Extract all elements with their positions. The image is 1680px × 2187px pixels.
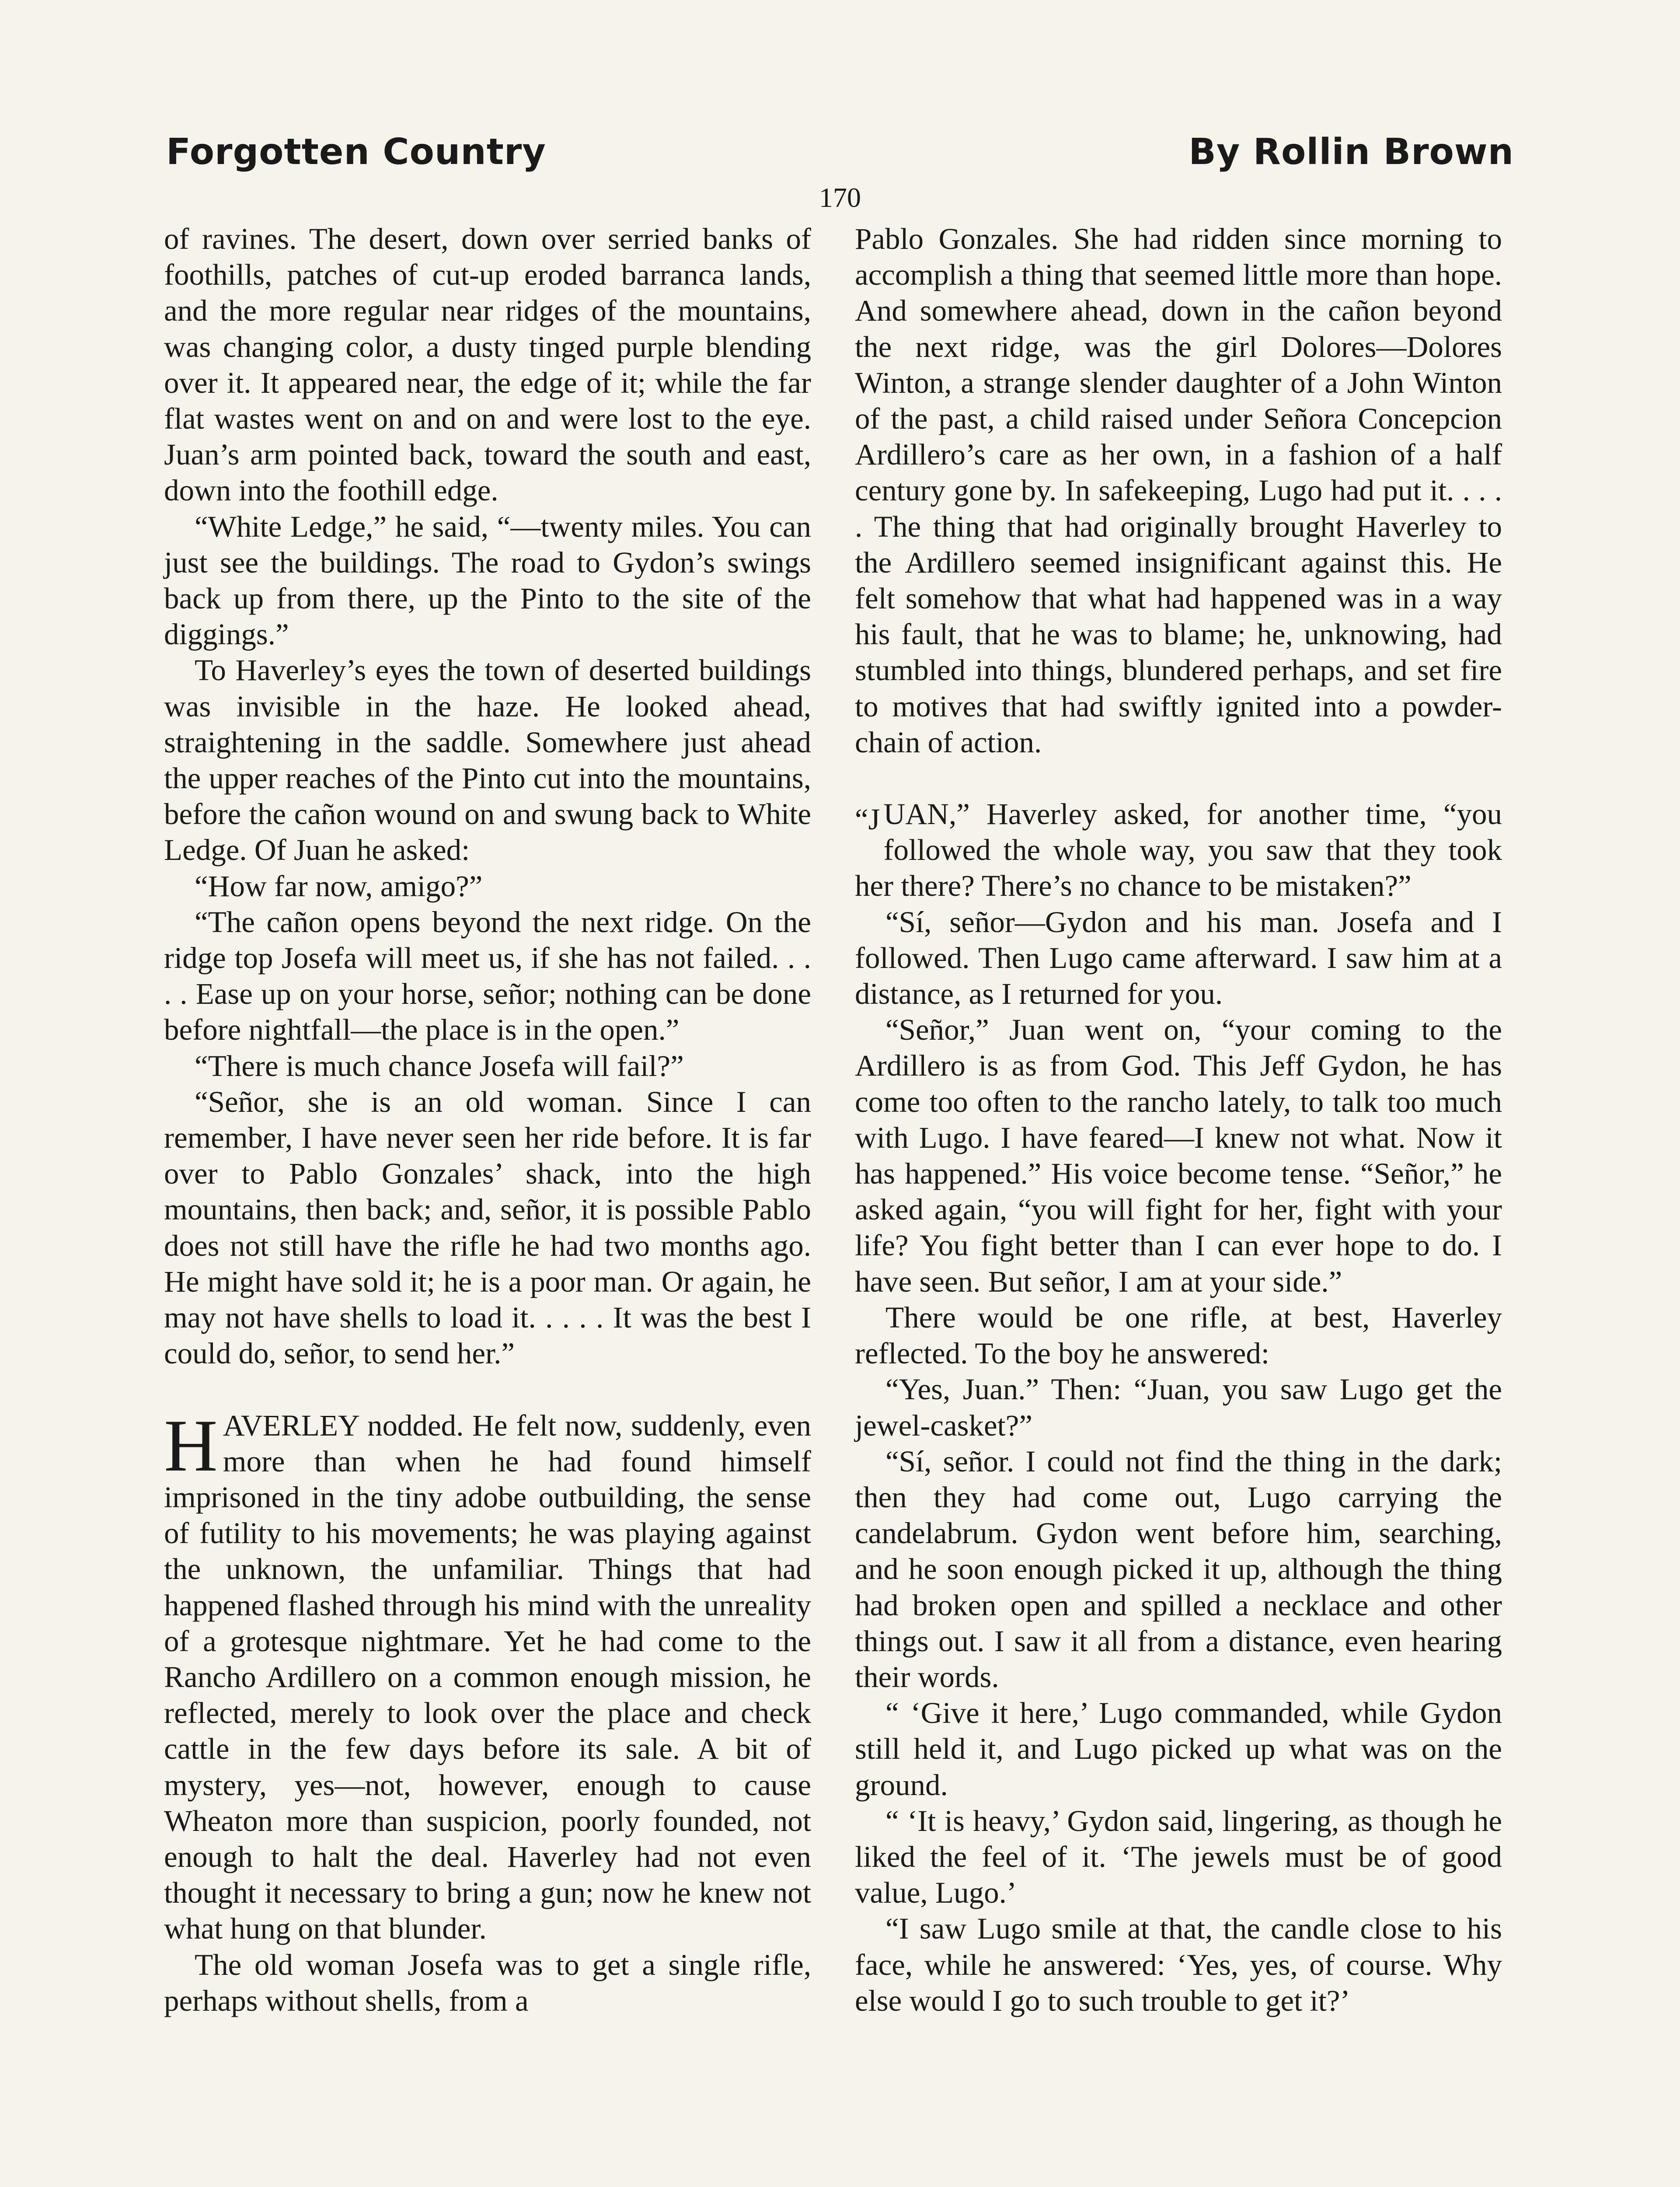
page-number: 170 [819, 182, 861, 213]
paragraph: of ravines. The desert, down over serried banks of foothills, patches of cut-up eroded barranca lands, and the more regular near ridges of the mountains, was changing color, a dusty tinged purple blending over it. It appeared near, the edge of it; while the far flat wastes went on and on and were lost to the eye. Juan’s arm pointed back, toward the south and east, down into the foothill edge. [164, 222, 811, 507]
section-text: UAN,” Haverley asked, for another time, “you followed the whole way, you saw that they took her there? There’s no chance to be mistaken?” [855, 797, 1502, 903]
paragraph: “Yes, Juan.” Then: “Juan, you saw Lugo get the jewel-casket?” [855, 1373, 1502, 1442]
paragraph: “White Ledge,” he said, “—twenty miles. You can just see the buildings. The road to Gydon’s swings back up from there, up the Pinto to the site of the diggings.” [164, 510, 811, 651]
left-column [164, 221, 811, 2019]
paragraph: “ ‘It is heavy,’ Gydon said, lingering, as though he liked the feel of it. ‘The jewels must be of good value, Lugo.’ [855, 1804, 1502, 1910]
section-paragraph [164, 1404, 811, 1947]
paragraph: There would be one rifle, at best, Haverley reflected. To the boy he answered: [855, 1300, 1502, 1370]
paragraph: “The cañon opens beyond the next ridge. On the ridge top Josefa will meet us, if she has not failed. . . . . Ease up on your horse, señor; nothing can be done before nightfall—the place is in the open.” [164, 905, 811, 1047]
paragraph: “There is much chance Josefa will fail?” [195, 1049, 684, 1083]
story-title: Forgotten Country [166, 131, 546, 173]
paragraph: “ ‘Give it here,’ Lugo commanded, while Gydon still held it, and Lugo picked up what was on the ground. [855, 1696, 1502, 1802]
section-paragraph [855, 796, 1502, 904]
paragraph: “Señor, she is an old woman. Since I can remember, I have never seen her ride before. It is far over to Pablo Gonzales’ shack, into the high mountains, then back; and, señor, it is possible Pablo does not still have the rifle he had two months ago. He might have sold it; he is a poor man. Or again, he may not have shells to load it. . . . . It was the best I could do, señor, to send her.” [164, 1085, 811, 1370]
paragraph: Pablo Gonzales. She had ridden since morning to accomplish a thing that seemed little more than hope. And somewhere ahead, down in the cañon beyond the next ridge, was the girl Dolores—Dolores Winton, a strange slender daughter of a John Winton of the past, a child raised under Señora Concepcion Ardillero’s care as her own, in a fashion of a half century gone by. In safekeeping, Lugo had put it. . . . . The thing that had originally brought Haverley to the Ardillero seemed insignificant against this. He felt somehow that what had happened was in a way his fault, that he was to blame; he, unknowing, had stumbled into things, blundered perhaps, and set fire to motives that had swiftly ignited into a powder-chain of action. [855, 222, 1502, 759]
right-column [855, 221, 1502, 2019]
byline: By Rollin Brown [1189, 131, 1514, 173]
section-text: AVERLEY nodded. He felt now, suddenly, even more than when he had found himself imprisoned in the tiny adobe outbuilding, the sense of futility to his movements; he was playing against the unknown, the unfamiliar. Things that had happened flashed through his mind with the unreality of a grotesque nightmare. Yet he had come to the Rancho Ardillero on a common enough mission, he reflected, merely to look over the place and check cattle in the few days before its sale. A bit of mystery, yes—not, however, enough to cause Wheaton more than suspicion, poorly founded, not enough to halt the deal. Haverley had not even thought it necessary to bring a gun; now he knew not what hung on that blunder. [164, 1408, 811, 1946]
drop-cap: H [164, 1404, 218, 1487]
paragraph: To Haverley’s eyes the town of deserted buildings was invisible in the haze. He looked ahead, straightening in the saddle. Somewhere just ahead the upper reaches of the Pinto cut into the mountains, before the cañon wound on and swung back to White Ledge. Of Juan he asked: [164, 653, 811, 867]
paragraph: “How far now, amigo?” [195, 869, 483, 903]
paragraph: “I saw Lugo smile at that, the candle close to his face, while he answered: ‘Yes, yes, of course. Why else would I go to such trouble to get it?’ [855, 1912, 1502, 2017]
paragraph: “Sí, señor—Gydon and his man. Josefa and I followed. Then Lugo came afterward. I saw him at a distance, as I returned for you. [855, 905, 1502, 1011]
drop-cap: “J [855, 803, 880, 836]
paragraph: The old woman Josefa was to get a single rifle, perhaps without shells, from a [164, 1948, 811, 2017]
running-head [166, 131, 1514, 173]
paragraph: “Sí, señor. I could not find the thing in the dark; then they had come out, Lugo carrying the candelabrum. Gydon went before him, searching, and he soon enough picked it up, although the thing had broken open and spilled a necklace and other things out. I saw it all from a distance, even hearing their words. [855, 1444, 1502, 1694]
paragraph: “Señor,” Juan went on, “your coming to the Ardillero is as from God. This Jeff Gydon, he has come too often to the rancho lately, to talk too much with Lugo. I have feared—I knew not what. Now it has happened.” His voice become tense. “Señor,” he asked again, “you will fight for her, fight with your life? You fight better than I can ever hope to do. I have seen. But señor, I am at your side.” [855, 1013, 1502, 1298]
